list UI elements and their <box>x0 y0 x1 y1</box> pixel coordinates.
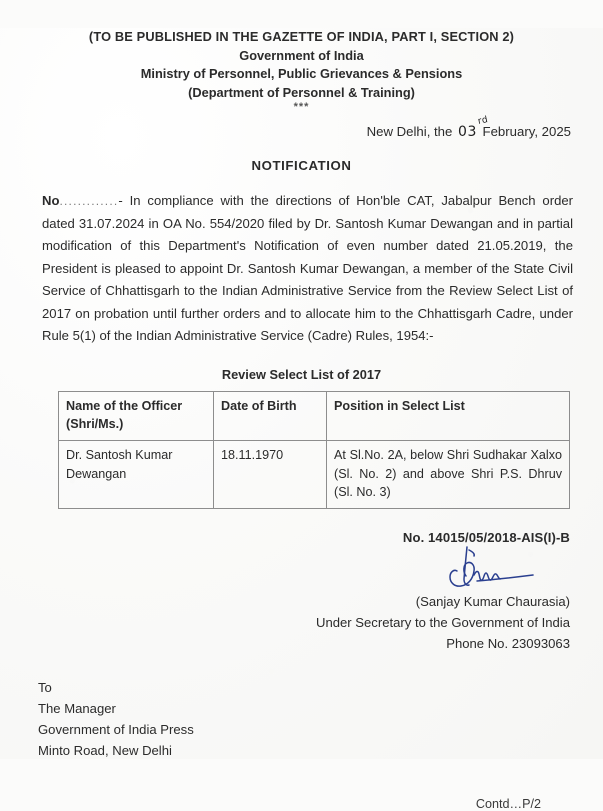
continued-marker: Contd…P/2 <box>475 797 541 811</box>
order-number-blank: ............. <box>59 194 119 209</box>
notification-body <box>42 190 573 348</box>
dateline <box>0 115 603 141</box>
department-line: (Department of Personnel & Training) <box>188 84 415 100</box>
cell-officer-name: Dr. Santosh Kumar Dewangan <box>59 441 214 509</box>
addressee-block <box>38 677 603 762</box>
notification-title: NOTIFICATION <box>251 158 352 174</box>
order-number-label: No <box>42 193 60 209</box>
signatory-designation: Under Secretary to the Government of India <box>315 615 570 631</box>
cell-select-list-position: At Sl.No. 2A, below Shri Sudhakar Xalxo (Sl. No. 2) and above Shri P.S. Dhruv (Sl. No. 3) <box>327 441 570 509</box>
document-body <box>0 28 603 811</box>
handwritten-signature-icon <box>433 545 551 591</box>
date-ordinal-suffix: rd <box>476 115 489 128</box>
handwritten-date <box>456 115 489 141</box>
table-caption: Review Select List of 2017 <box>221 366 382 382</box>
dateline-prefix: New Delhi, the <box>366 124 453 140</box>
addressee-line-2: Government of India Press <box>38 722 194 738</box>
reference-number: No. 14015/05/2018-AIS(I)-B <box>402 530 570 546</box>
table-header-row <box>59 391 570 441</box>
document-header <box>0 28 603 102</box>
government-line: Government of India <box>239 47 364 63</box>
column-header-dob: Date of Birth <box>214 391 327 441</box>
ministry-line: Ministry of Personnel, Public Grievances & Pensions <box>140 66 463 82</box>
select-list-table <box>58 391 570 509</box>
addressee-line-3: Minto Road, New Delhi <box>38 743 172 759</box>
table-row <box>59 441 570 509</box>
signatory-block <box>0 591 603 655</box>
cell-date-of-birth: 18.11.1970 <box>214 441 327 509</box>
notification-body-text: - In compliance with the directions of Hon'ble CAT, Jabalpur Bench order dated 31.07.2024 in OA No. 554/2020 filed by Dr. Santosh Kumar Dewangan and in partial modification of this Department's Notification of even number dated 21.05.2019, the President is pleased to appoint Dr. Santosh Kumar Dewangan, a member of the State Civil Service of Chhattisgarh to the Indian Administrative Service from the Review Select List of 2017 on probation until further orders and to allocate him to the Chhattisgarh Cadre, under Rule 5(1) of the Indian Administrative Service (Cadre) Rules, 1954:- <box>42 193 573 344</box>
handwritten-day: 03 <box>458 124 477 141</box>
header-separator: *** <box>293 101 310 114</box>
gazette-publication-line: (TO BE PUBLISHED IN THE GAZETTE OF INDIA, PART I, SECTION 2) <box>88 29 515 44</box>
signatory-name: (Sanjay Kumar Chaurasia) <box>415 594 570 610</box>
signature-area <box>0 545 603 591</box>
column-header-position: Position in Select List <box>327 391 570 441</box>
signatory-phone: Phone No. 23093063 <box>446 636 570 652</box>
addressee-salutation: To <box>38 679 52 695</box>
addressee-line-1: The Manager <box>38 700 116 716</box>
dateline-month-year: February, 2025 <box>482 124 571 140</box>
column-header-name: Name of the Officer (Shri/Ms.) <box>59 391 214 441</box>
